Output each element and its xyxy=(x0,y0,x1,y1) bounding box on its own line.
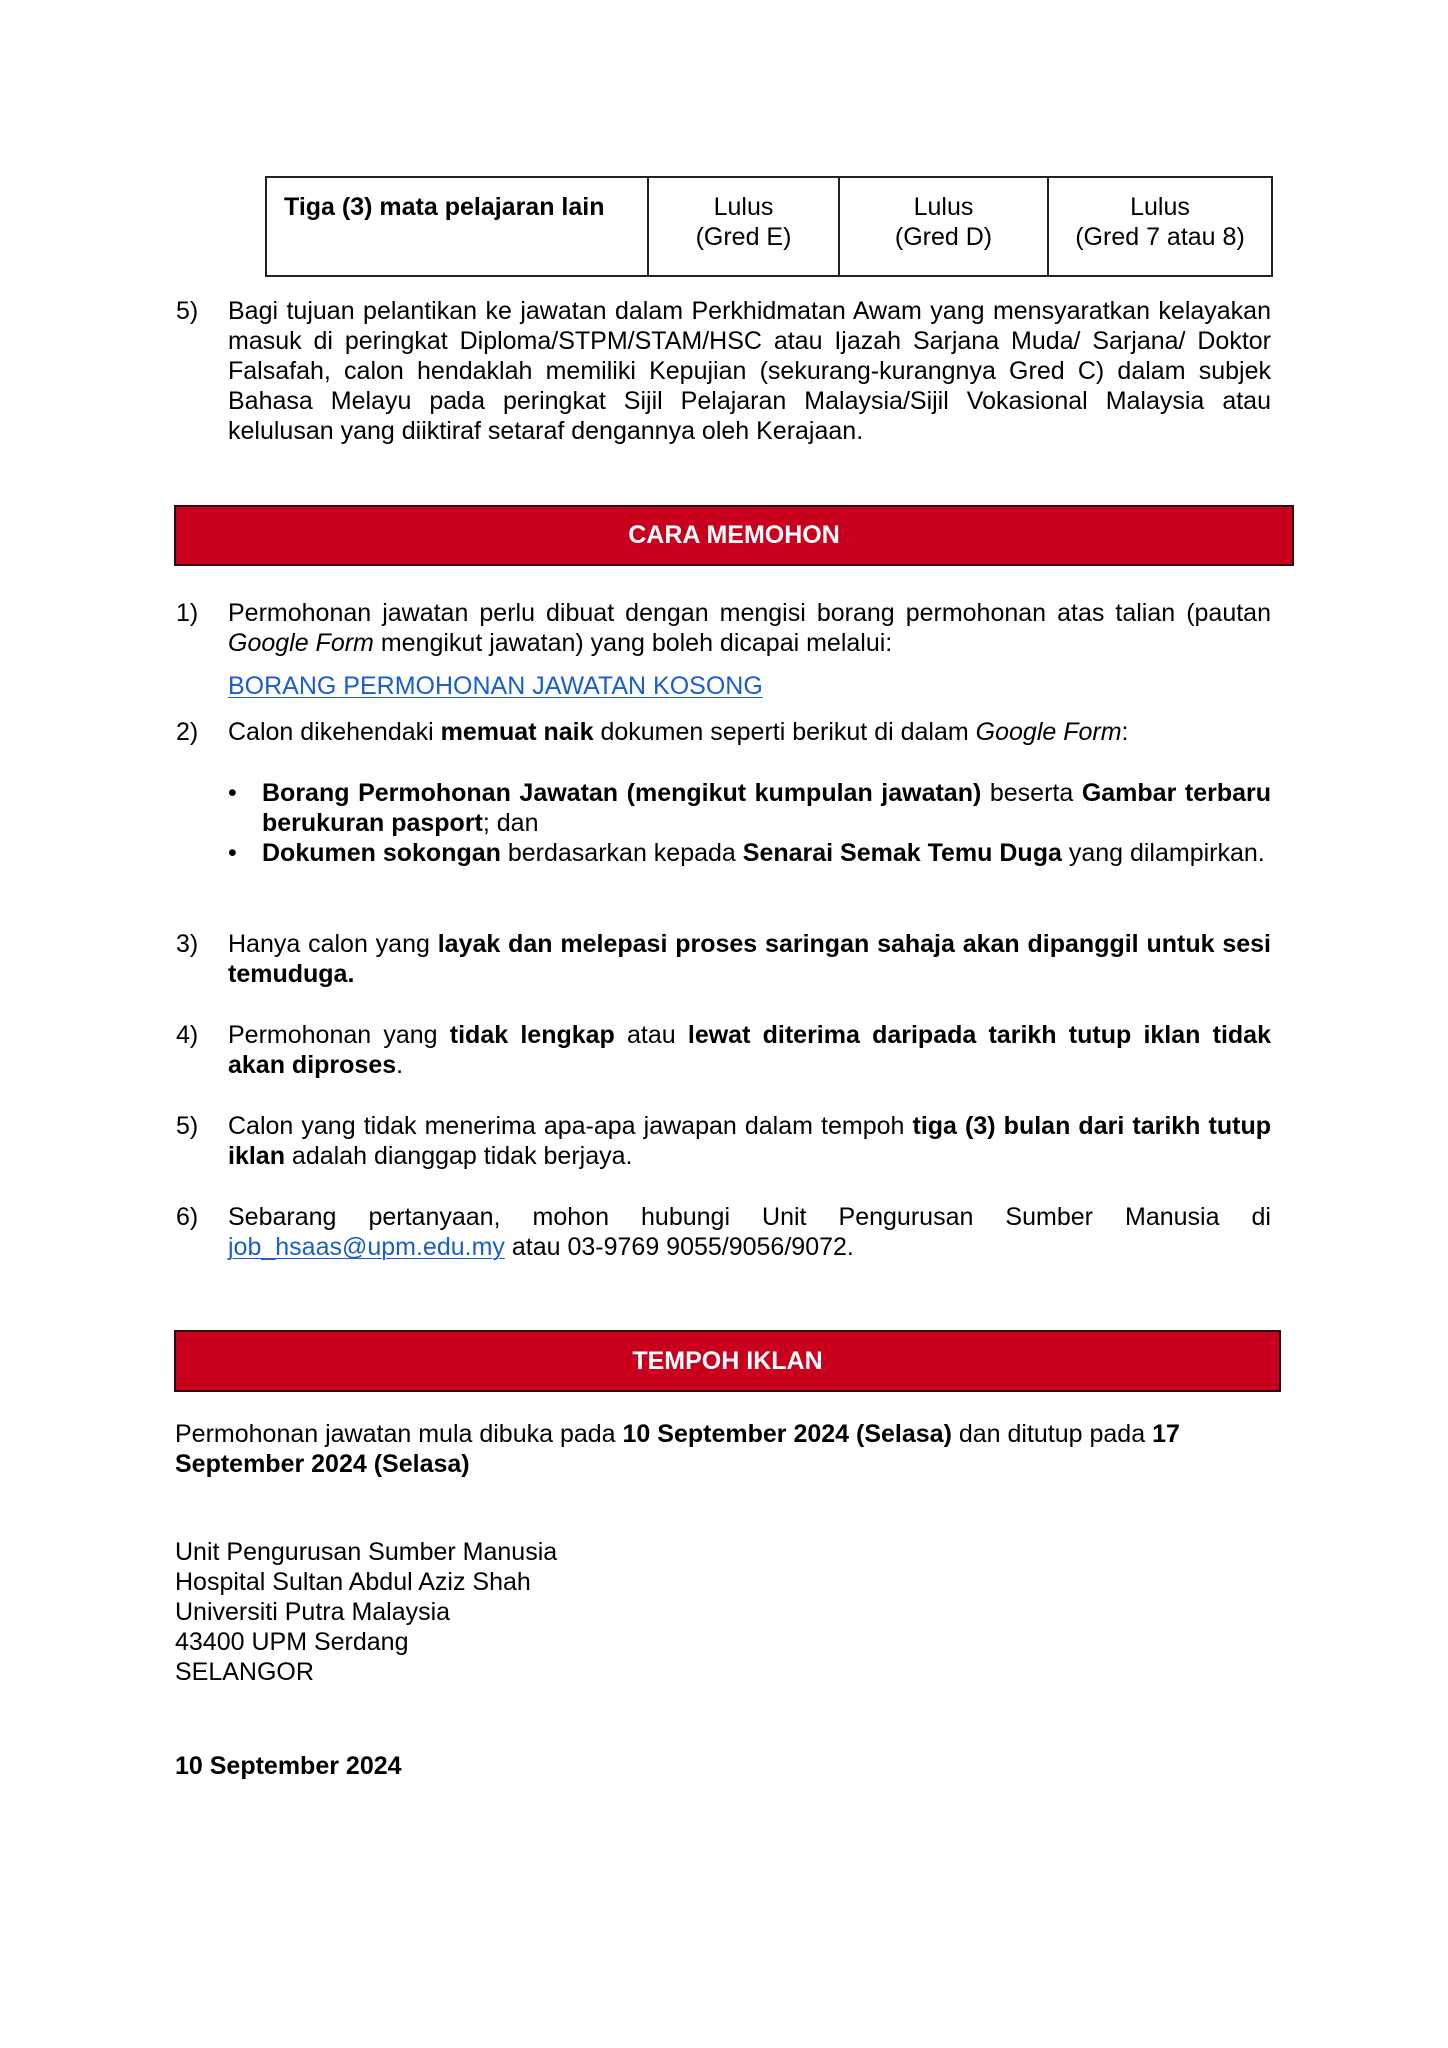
requirements-table xyxy=(265,176,1273,277)
text-italic: Google Form xyxy=(228,629,374,657)
bullet-item-1 xyxy=(262,778,1271,838)
text-bold: lewat diterima daripada tarikh tutup iklan tidak akan diproses xyxy=(228,1021,1271,1079)
table-cell-grade-3 xyxy=(1049,178,1271,275)
apply-item-5 xyxy=(228,1111,1271,1171)
text: yang dilampirkan. xyxy=(1061,839,1265,867)
grade-value: (Gred 7 atau 8) xyxy=(1075,223,1245,251)
grade-status: Lulus xyxy=(1130,193,1190,221)
address-line: 43400 UPM Serdang xyxy=(175,1628,409,1656)
text: berdasarkan kepada xyxy=(500,839,743,867)
address-line: Unit Pengurusan Sumber Manusia xyxy=(175,1538,558,1566)
subject-label: Tiga (3) mata pelajaran lain xyxy=(284,193,605,221)
text-bold: Borang Permohonan Jawatan (mengikut kumpulan jawatan) xyxy=(262,779,982,807)
text: Sebarang pertanyaan, mohon hubungi Unit Pengurusan Sumber Manusia di xyxy=(228,1203,1271,1231)
text: atau 03-9769 9055/9056/9072. xyxy=(504,1233,854,1261)
open-date: 10 September 2024 (Selasa) xyxy=(622,1420,952,1448)
address-line: Hospital Sultan Abdul Aziz Shah xyxy=(175,1568,531,1596)
close-date: 17 September 2024 (Selasa) xyxy=(175,1420,1180,1478)
table-cell-grade-2 xyxy=(840,178,1049,275)
text: adalah dianggap tidak berjaya. xyxy=(284,1142,633,1170)
section-header-tempoh-iklan xyxy=(174,1330,1281,1392)
text: dokumen seperti berikut di dalam xyxy=(593,718,976,746)
text-italic: Google Form xyxy=(975,718,1122,746)
text: Calon yang tidak menerima apa-apa jawapan dalam tempoh xyxy=(228,1112,913,1140)
list-number: 3) xyxy=(176,930,199,958)
text: : xyxy=(1121,718,1129,746)
section-header-cara-memohon xyxy=(174,505,1294,566)
address-line: Universiti Putra Malaysia xyxy=(175,1598,451,1626)
section-title: TEMPOH IKLAN xyxy=(632,1346,823,1375)
text: atau xyxy=(614,1021,688,1049)
apply-item-2 xyxy=(228,717,1271,747)
table-cell-grade-1 xyxy=(649,178,840,275)
apply-link-wrapper xyxy=(228,671,1271,701)
text-bold: Senarai Semak Temu Duga xyxy=(742,839,1062,867)
text: Permohonan jawatan mula dibuka pada xyxy=(175,1420,623,1448)
text: mengikut jawatan) yang boleh dicapai melalui: xyxy=(373,629,893,657)
text: Calon dikehendaki xyxy=(228,718,441,746)
apply-item-4 xyxy=(228,1020,1271,1080)
apply-item-6 xyxy=(228,1202,1271,1262)
text: ; dan xyxy=(482,809,539,837)
text: beserta xyxy=(981,779,1082,807)
bullet-icon: • xyxy=(228,779,237,807)
grade-value: (Gred E) xyxy=(695,223,792,251)
text: Permohonan jawatan perlu dibuat dengan mengisi borang permohonan atas talian (pautan xyxy=(228,599,1271,627)
text: . xyxy=(396,1051,404,1079)
list-number: 5) xyxy=(176,1112,199,1140)
apply-item-1 xyxy=(228,598,1271,658)
text-bold: layak dan melepasi proses saringan sahaja akan dipanggil untuk sesi temuduga. xyxy=(228,930,1271,988)
text: Permohonan yang xyxy=(228,1021,450,1049)
application-form-link[interactable]: BORANG PERMOHONAN JAWATAN KOSONG xyxy=(228,672,763,700)
table-cell-subject xyxy=(267,178,649,275)
bullet-item-2 xyxy=(262,838,1271,868)
contact-email-link[interactable]: job_hsaas@upm.edu.my xyxy=(228,1233,505,1261)
list-number: 1) xyxy=(176,599,199,627)
bullet-icon: • xyxy=(228,839,237,867)
text-bold: tidak lengkap xyxy=(449,1021,615,1049)
document-date: 10 September 2024 xyxy=(175,1752,402,1780)
text-bold: Dokumen sokongan xyxy=(262,839,501,867)
text-bold: Gambar terbaru berukuran pasport xyxy=(262,779,1272,837)
grade-status: Lulus xyxy=(913,193,974,221)
list-number: 5) xyxy=(176,297,199,325)
grade-status: Lulus xyxy=(713,193,774,221)
requirement-5-text: Bagi tujuan pelantikan ke jawatan dalam Perkhidmatan Awam yang mensyaratkan kelayakan masuk di peringkat Diploma/STPM/STAM/HSC atau Ijazah Sarjana Muda/ Sarjana/ Doktor Falsafah, calon hendaklah memiliki Kepujian (sekurang-kurangnya Gred C) dalam subjek Bahasa Melayu pada peringkat Sijil Pelajaran Malaysia/Sijil Vokasional Malaysia atau kelulusan yang diiktiraf setaraf dengannya oleh Kerajaan. xyxy=(228,297,1271,445)
section-title: CARA MEMOHON xyxy=(628,521,840,549)
advertisement-period-text xyxy=(175,1419,1255,1479)
list-number: 6) xyxy=(176,1203,199,1231)
list-number: 4) xyxy=(176,1021,199,1049)
address-block xyxy=(175,1537,557,1687)
address-line: SELANGOR xyxy=(175,1658,314,1686)
text: Hanya calon yang xyxy=(228,930,438,958)
apply-item-3 xyxy=(228,929,1271,989)
list-number: 2) xyxy=(176,718,199,746)
text-bold: memuat naik xyxy=(440,718,594,746)
grade-value: (Gred D) xyxy=(894,223,993,251)
text-bold: tiga (3) bulan dari tarikh tutup iklan xyxy=(228,1112,1271,1170)
text: dan ditutup pada xyxy=(951,1420,1153,1448)
